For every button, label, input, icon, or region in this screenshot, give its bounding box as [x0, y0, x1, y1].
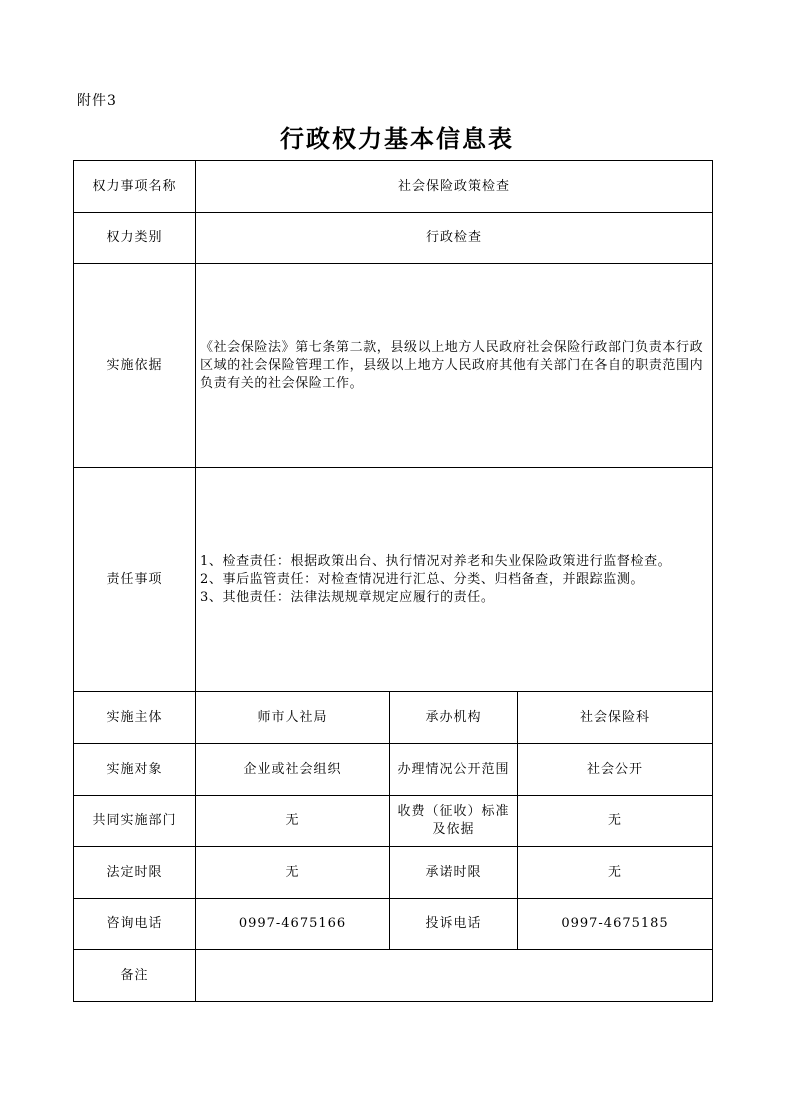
subject-value: 师市人社局 — [196, 692, 390, 744]
basis-label: 实施依据 — [74, 264, 196, 468]
joint-value: 无 — [196, 796, 390, 847]
legal-time-limit-label: 法定时限 — [74, 847, 196, 899]
row-time-limit — [74, 847, 713, 899]
promised-time-limit-value: 无 — [518, 847, 713, 899]
power-name-value: 社会保险政策检查 — [196, 161, 713, 213]
responsibilities-value — [196, 468, 713, 692]
page-title: 行政权力基本信息表 — [280, 124, 514, 153]
row-phone — [74, 899, 713, 950]
consult-phone-value: 0997-4675166 — [196, 899, 390, 950]
power-type-label: 权力类别 — [74, 213, 196, 264]
target-label: 实施对象 — [74, 744, 196, 796]
responsibility-item: 3、其他责任：法律法规规章规定应履行的责任。 — [200, 589, 495, 605]
row-target — [74, 744, 713, 796]
info-table — [73, 160, 713, 1002]
fee-value: 无 — [518, 796, 713, 847]
row-responsibilities — [74, 468, 713, 692]
attachment-label: 附件3 — [77, 93, 117, 109]
fee-label: 收费（征收）标准及依据 — [390, 796, 518, 847]
agency-value: 社会保险科 — [518, 692, 713, 744]
consult-phone-label: 咨询电话 — [74, 899, 196, 950]
responsibilities-label: 责任事项 — [74, 468, 196, 692]
row-subject — [74, 692, 713, 744]
agency-label: 承办机构 — [390, 692, 518, 744]
complaint-phone-value: 0997-4675185 — [518, 899, 713, 950]
basis-value: 《社会保险法》第七条第二款，县级以上地方人民政府社会保险行政部门负责本行政区域的社会保险管理工作，县级以上地方人民政府其他有关部门在各自的职责范围内负责有关的社会保险工作。 — [196, 264, 713, 468]
power-name-label: 权力事项名称 — [74, 161, 196, 213]
row-basis — [74, 264, 713, 468]
row-power-name — [74, 161, 713, 213]
responsibility-item: 1、检查责任：根据政策出台、执行情况对养老和失业保险政策进行监督检查。 — [200, 553, 672, 569]
complaint-phone-label: 投诉电话 — [390, 899, 518, 950]
power-type-value: 行政检查 — [196, 213, 713, 264]
promised-time-limit-label: 承诺时限 — [390, 847, 518, 899]
responsibility-item: 2、事后监管责任：对检查情况进行汇总、分类、归档备查，并跟踪监测。 — [200, 571, 645, 587]
subject-label: 实施主体 — [74, 692, 196, 744]
remarks-label: 备注 — [74, 950, 196, 1002]
legal-time-limit-value: 无 — [196, 847, 390, 899]
disclosure-label: 办理情况公开范围 — [390, 744, 518, 796]
target-value: 企业或社会组织 — [196, 744, 390, 796]
row-joint — [74, 796, 713, 847]
joint-label: 共同实施部门 — [74, 796, 196, 847]
row-power-type — [74, 213, 713, 264]
remarks-value — [196, 950, 713, 1002]
row-remarks — [74, 950, 713, 1002]
disclosure-value: 社会公开 — [518, 744, 713, 796]
